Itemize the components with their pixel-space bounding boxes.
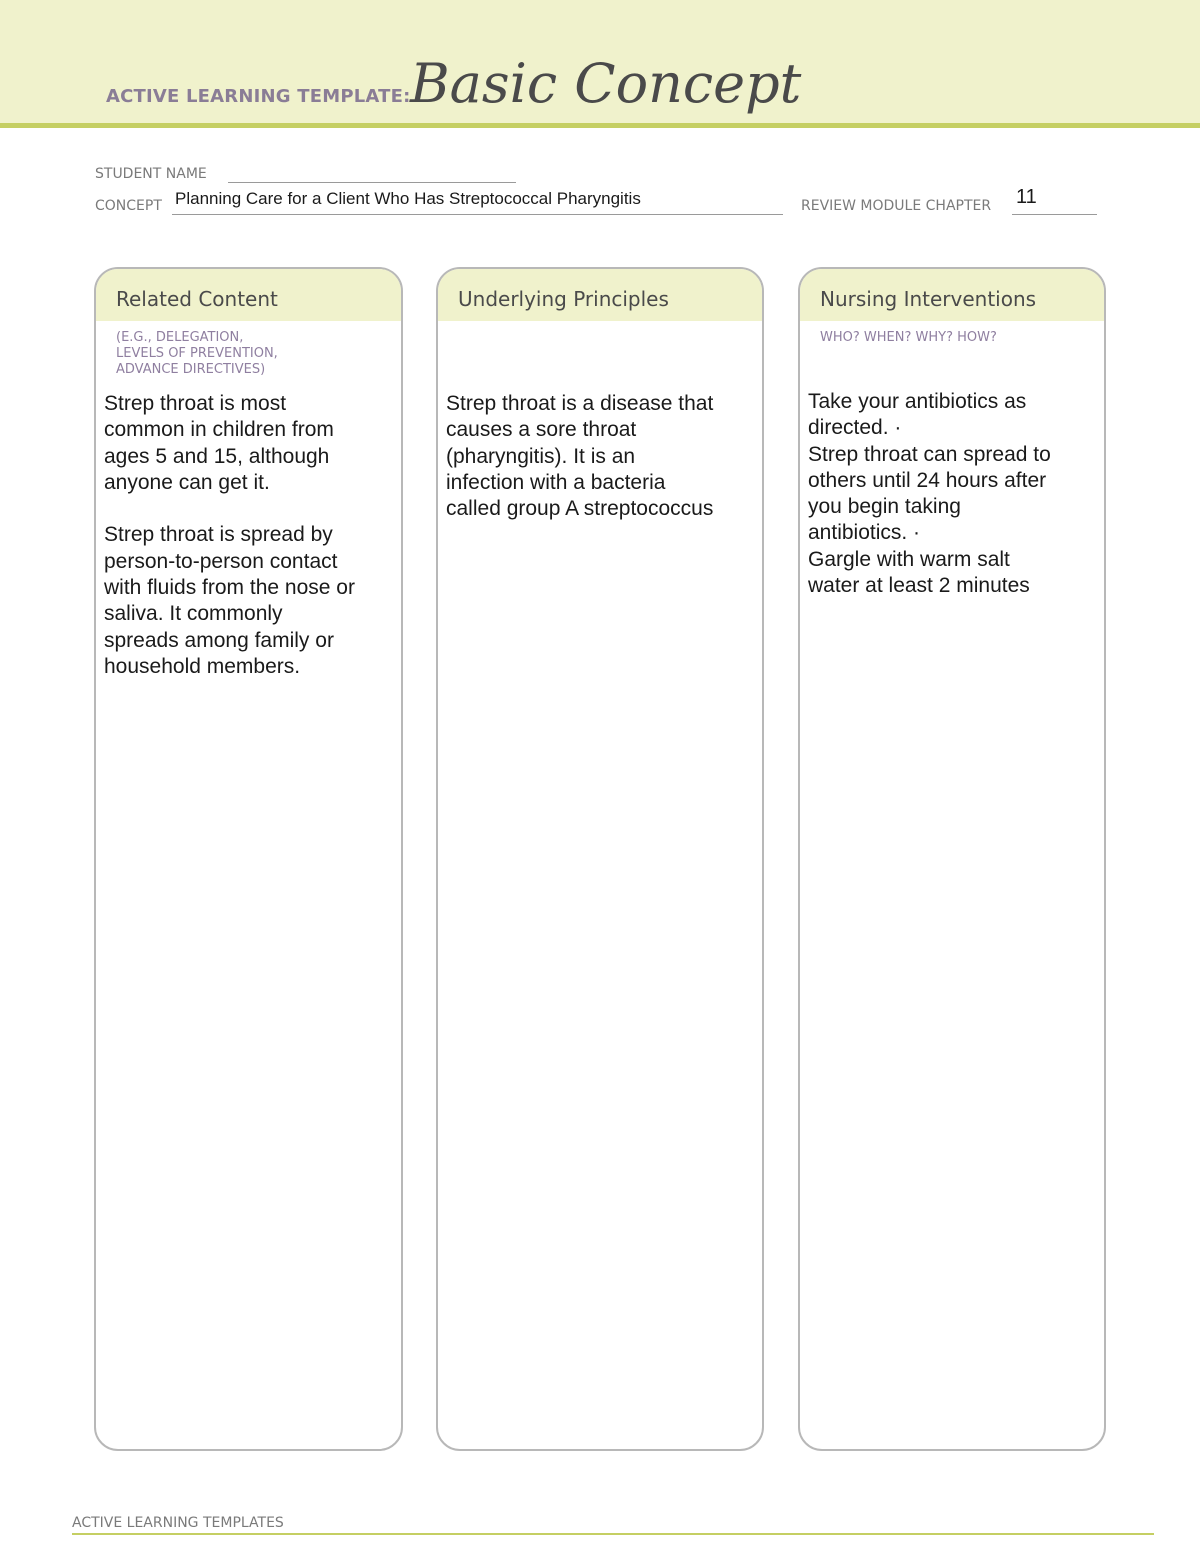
- concept-line: [172, 214, 783, 215]
- review-chapter-line: [1012, 214, 1097, 215]
- panel-related-content: [94, 267, 403, 1451]
- panel-title: Underlying Principles: [458, 287, 669, 311]
- review-chapter-label: REVIEW MODULE CHAPTER: [801, 198, 992, 214]
- student-name-label: STUDENT NAME: [95, 166, 207, 182]
- panel-header: [438, 269, 762, 321]
- panel-body[interactable]: [446, 391, 713, 522]
- subtitle-line: LEVELS OF PREVENTION,: [116, 346, 278, 361]
- concept-field[interactable]: Planning Care for a Client Who Has Streptococcal Pharyngitis: [175, 189, 641, 208]
- template-title: Basic Concept: [410, 52, 802, 115]
- footer-divider: [72, 1533, 1154, 1535]
- body-paragraph: Strep throat is a disease that causes a sore throat (pharyngitis). It is an infection with a bacteria called group A streptococcus: [446, 392, 714, 521]
- header-divider: [0, 123, 1200, 128]
- body-paragraph: Strep throat is spread by person-to-person contact with fluids from the nose or saliva. It commonly spreads among family or household members.: [104, 523, 355, 678]
- student-name-line: [228, 182, 516, 183]
- panel-subtitle: [820, 330, 997, 346]
- panel-header: [96, 269, 401, 321]
- body-paragraph: Strep throat is most common in children from ages 5 and 15, although anyone can get it.: [104, 392, 334, 494]
- footer-label: ACTIVE LEARNING TEMPLATES: [72, 1515, 284, 1531]
- template-label: ACTIVE LEARNING TEMPLATE:: [106, 86, 411, 107]
- body-paragraph: Take your antibiotics as directed. · Strep throat can spread to others until 24 hours after you begin taking antibiotics. · Gargle with warm salt water at least 2 minutes: [808, 390, 1051, 598]
- panel-title: Related Content: [116, 287, 278, 311]
- subtitle-line: WHO? WHEN? WHY? HOW?: [820, 330, 997, 345]
- panel-body[interactable]: [808, 389, 1051, 599]
- panel-body[interactable]: [104, 391, 355, 680]
- concept-label: CONCEPT: [95, 198, 162, 214]
- panel-nursing-interventions: [798, 267, 1106, 1451]
- panel-header: [800, 269, 1104, 321]
- subtitle-line: ADVANCE DIRECTIVES): [116, 362, 266, 377]
- panel-title: Nursing Interventions: [820, 287, 1037, 311]
- subtitle-line: (E.G., DELEGATION,: [116, 330, 244, 345]
- review-chapter-field[interactable]: 11: [1016, 186, 1037, 208]
- panel-underlying-principles: [436, 267, 764, 1451]
- panel-subtitle: [116, 330, 278, 378]
